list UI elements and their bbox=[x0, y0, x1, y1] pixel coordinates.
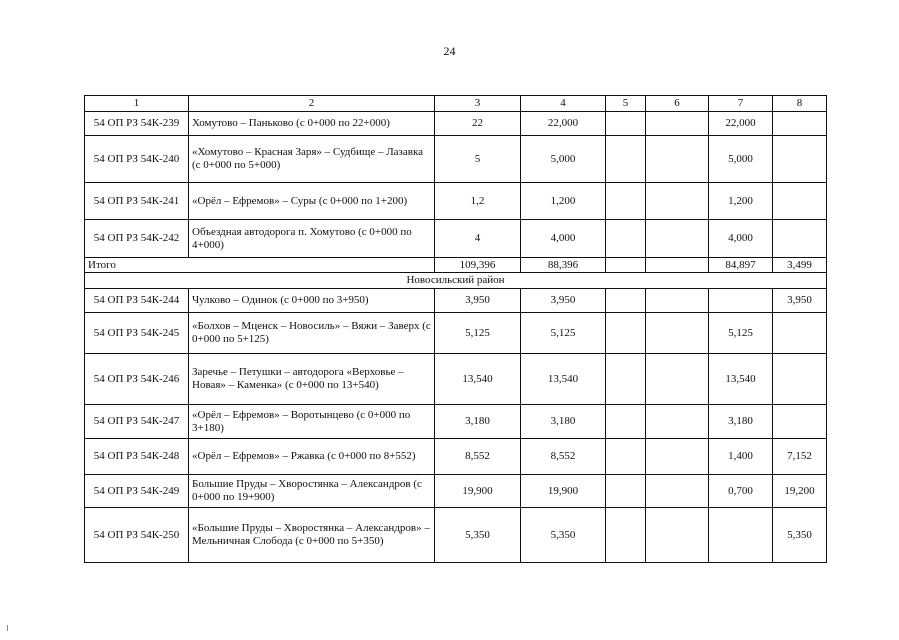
cell-col4: 4,000 bbox=[521, 220, 606, 258]
column-header: 7 bbox=[709, 96, 773, 112]
road-code: 54 ОП РЗ 54К-245 bbox=[85, 313, 189, 354]
table-row bbox=[85, 439, 827, 475]
road-name: «Хомутово – Красная Заря» – Судбище – Лазавка (с 0+000 по 5+000) bbox=[189, 136, 435, 183]
column-header: 2 bbox=[189, 96, 435, 112]
cell-col8: 3,950 bbox=[773, 289, 827, 313]
cell-col4: 5,350 bbox=[521, 508, 606, 563]
cell-col5 bbox=[606, 508, 646, 563]
cell-col6 bbox=[646, 405, 709, 439]
cell-col8: 7,152 bbox=[773, 439, 827, 475]
cell-col5 bbox=[606, 220, 646, 258]
road-name: «Болхов – Мценск – Новосиль» – Вяжи – Заверх (с 0+000 по 5+125) bbox=[189, 313, 435, 354]
cell-col4: 8,552 bbox=[521, 439, 606, 475]
cell-col5 bbox=[606, 112, 646, 136]
table-row bbox=[85, 354, 827, 405]
road-name: Хомутово – Паньково (с 0+000 по 22+000) bbox=[189, 112, 435, 136]
road-code: 54 ОП РЗ 54К-249 bbox=[85, 475, 189, 508]
road-code: 54 ОП РЗ 54К-239 bbox=[85, 112, 189, 136]
total-col8: 3,499 bbox=[773, 258, 827, 273]
cell-col5 bbox=[606, 439, 646, 475]
cell-col3: 19,900 bbox=[435, 475, 521, 508]
road-name: Чулково – Одинок (с 0+000 по 3+950) bbox=[189, 289, 435, 313]
column-header: 5 bbox=[606, 96, 646, 112]
cell-col4: 1,200 bbox=[521, 183, 606, 220]
total-col7: 84,897 bbox=[709, 258, 773, 273]
cell-col3: 5,350 bbox=[435, 508, 521, 563]
cell-col7: 5,125 bbox=[709, 313, 773, 354]
road-table bbox=[84, 95, 827, 563]
column-header-row bbox=[85, 96, 827, 112]
cell-col7: 0,700 bbox=[709, 475, 773, 508]
total-label: Итого bbox=[85, 258, 435, 273]
cell-col5 bbox=[606, 475, 646, 508]
cell-col4: 13,540 bbox=[521, 354, 606, 405]
road-name: «Орёл – Ефремов» – Воротынцево (с 0+000 по 3+180) bbox=[189, 405, 435, 439]
road-code: 54 ОП РЗ 54К-240 bbox=[85, 136, 189, 183]
cell-col8 bbox=[773, 313, 827, 354]
cell-col8 bbox=[773, 220, 827, 258]
cell-col6 bbox=[646, 439, 709, 475]
cell-col3: 13,540 bbox=[435, 354, 521, 405]
cell-col6 bbox=[646, 112, 709, 136]
cell-col3: 3,180 bbox=[435, 405, 521, 439]
road-name: «Орёл – Ефремов» – Суры (с 0+000 по 1+200) bbox=[189, 183, 435, 220]
district-row bbox=[85, 273, 827, 289]
road-name: «Орёл – Ефремов» – Ржавка (с 0+000 по 8+552) bbox=[189, 439, 435, 475]
cell-col6 bbox=[646, 183, 709, 220]
cell-col6 bbox=[646, 220, 709, 258]
road-code: 54 ОП РЗ 54К-242 bbox=[85, 220, 189, 258]
table-row bbox=[85, 220, 827, 258]
cell-col7 bbox=[709, 508, 773, 563]
cell-col5 bbox=[606, 405, 646, 439]
column-header: 1 bbox=[85, 96, 189, 112]
cell-col6 bbox=[646, 475, 709, 508]
cell-col4: 19,900 bbox=[521, 475, 606, 508]
total-col3: 109,396 bbox=[435, 258, 521, 273]
cell-col8 bbox=[773, 405, 827, 439]
cell-col3: 22 bbox=[435, 112, 521, 136]
table-row bbox=[85, 313, 827, 354]
cell-col7: 3,180 bbox=[709, 405, 773, 439]
road-name: Объездная автодорога п. Хомутово (с 0+000 по 4+000) bbox=[189, 220, 435, 258]
cell-col5 bbox=[606, 289, 646, 313]
road-name: Заречье – Петушки – автодорога «Верховье – Новая» – Каменка» (с 0+000 по 13+540) bbox=[189, 354, 435, 405]
district-name: Новосильский район bbox=[85, 273, 827, 289]
cell-col6 bbox=[646, 508, 709, 563]
cell-col8 bbox=[773, 136, 827, 183]
cell-col8 bbox=[773, 354, 827, 405]
cell-col6 bbox=[646, 136, 709, 183]
total-col4: 88,396 bbox=[521, 258, 606, 273]
table-row bbox=[85, 183, 827, 220]
column-header: 8 bbox=[773, 96, 827, 112]
cell-col8 bbox=[773, 183, 827, 220]
cell-col6 bbox=[646, 313, 709, 354]
cell-col4: 5,125 bbox=[521, 313, 606, 354]
road-code: 54 ОП РЗ 54К-250 bbox=[85, 508, 189, 563]
table-row bbox=[85, 112, 827, 136]
cell-col3: 8,552 bbox=[435, 439, 521, 475]
cell-col3: 1,2 bbox=[435, 183, 521, 220]
cell-col3: 5 bbox=[435, 136, 521, 183]
scan-mark bbox=[7, 625, 8, 631]
total-col5 bbox=[606, 258, 646, 273]
cell-col7: 4,000 bbox=[709, 220, 773, 258]
table-row bbox=[85, 475, 827, 508]
cell-col7: 13,540 bbox=[709, 354, 773, 405]
column-header: 3 bbox=[435, 96, 521, 112]
road-code: 54 ОП РЗ 54К-246 bbox=[85, 354, 189, 405]
cell-col3: 3,950 bbox=[435, 289, 521, 313]
cell-col5 bbox=[606, 136, 646, 183]
cell-col6 bbox=[646, 289, 709, 313]
table-row bbox=[85, 289, 827, 313]
cell-col4: 3,950 bbox=[521, 289, 606, 313]
cell-col8: 19,200 bbox=[773, 475, 827, 508]
page-number: 24 bbox=[443, 44, 456, 58]
cell-col5 bbox=[606, 183, 646, 220]
total-col6 bbox=[646, 258, 709, 273]
cell-col5 bbox=[606, 354, 646, 405]
cell-col3: 5,125 bbox=[435, 313, 521, 354]
cell-col4: 3,180 bbox=[521, 405, 606, 439]
cell-col4: 5,000 bbox=[521, 136, 606, 183]
total-row bbox=[85, 258, 827, 273]
road-name: «Большие Пруды – Хворостянка – Александров» – Мельничная Слобода (с 0+000 по 5+350) bbox=[189, 508, 435, 563]
cell-col7: 22,000 bbox=[709, 112, 773, 136]
table-row bbox=[85, 405, 827, 439]
cell-col5 bbox=[606, 313, 646, 354]
road-name: Большие Пруды – Хворостянка – Александров (с 0+000 по 19+900) bbox=[189, 475, 435, 508]
road-code: 54 ОП РЗ 54К-247 bbox=[85, 405, 189, 439]
cell-col7: 5,000 bbox=[709, 136, 773, 183]
column-header: 4 bbox=[521, 96, 606, 112]
cell-col7: 1,400 bbox=[709, 439, 773, 475]
cell-col6 bbox=[646, 354, 709, 405]
cell-col7: 1,200 bbox=[709, 183, 773, 220]
cell-col8 bbox=[773, 112, 827, 136]
road-code: 54 ОП РЗ 54К-248 bbox=[85, 439, 189, 475]
road-code: 54 ОП РЗ 54К-244 bbox=[85, 289, 189, 313]
cell-col8: 5,350 bbox=[773, 508, 827, 563]
table-row bbox=[85, 136, 827, 183]
table-row bbox=[85, 508, 827, 563]
road-code: 54 ОП РЗ 54К-241 bbox=[85, 183, 189, 220]
column-header: 6 bbox=[646, 96, 709, 112]
cell-col7 bbox=[709, 289, 773, 313]
cell-col4: 22,000 bbox=[521, 112, 606, 136]
cell-col3: 4 bbox=[435, 220, 521, 258]
